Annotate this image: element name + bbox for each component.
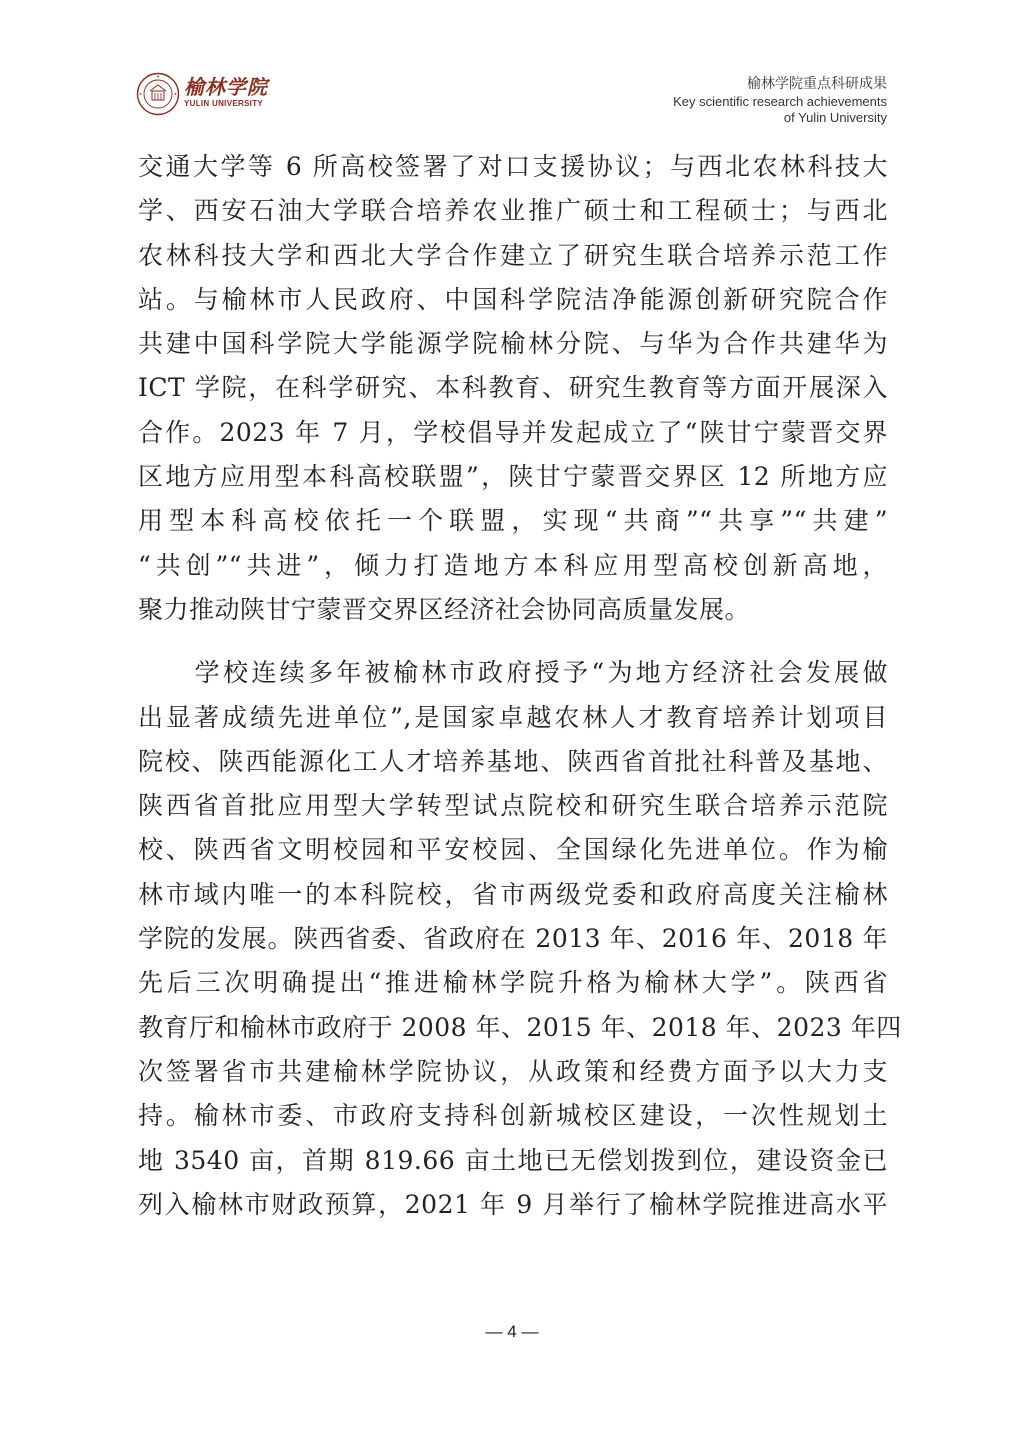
- page-number: — 4 —: [485, 1322, 539, 1341]
- text-line: 用型本科高校依托一个联盟，实现“共商”“共享”“共建”: [138, 506, 888, 536]
- header-title-en-line2: of Yulin University: [783, 110, 887, 125]
- text-line: 列入榆林市财政预算，2021 年 9 月举行了榆林学院推进高水平: [138, 1189, 888, 1219]
- text-line: 出显著成绩先进单位”,是国家卓越农林人才教育培养计划项目: [138, 702, 888, 732]
- text-line: 学院的发展。陕西省委、省政府在 2013 年、2016 年、2018 年: [138, 924, 888, 954]
- text-line: 学校连续多年被榆林市政府授予“为地方经济社会发展做: [138, 658, 888, 688]
- text-line: “共创”“共进”，倾力打造地方本科应用型高校创新高地，: [138, 550, 888, 580]
- text-line: ICT 学院，在科学研究、本科教育、研究生教育等方面开展深入: [138, 373, 888, 403]
- header-title-en-line1: Key scientific research achievements: [673, 94, 887, 109]
- text-line: 教育厅和榆林市政府于 2008 年、2015 年、2018 年、2023 年四: [138, 1012, 902, 1042]
- document-body: [138, 145, 902, 1227]
- header-title-cn: 榆林学院重点科研成果: [747, 76, 887, 92]
- text-line: 地 3540 亩，首期 819.66 亩土地已无偿划拨到位，建设资金已: [138, 1145, 888, 1175]
- text-line: 陕西省首批应用型大学转型试点院校和研究生联合培养示范院: [138, 791, 888, 821]
- logo-name-en: YULIN UNIVERSITY: [184, 99, 264, 108]
- text-line: 学、西安石油大学联合培养农业推广硕士和工程硕士；与西北: [138, 196, 888, 226]
- header-title-block: [673, 75, 887, 126]
- paragraph-gap: [138, 632, 888, 651]
- text-line: 持。榆林市委、市政府支持科创新城校区建设，一次性规划土: [138, 1101, 888, 1131]
- text-line: 区地方应用型本科高校联盟”，陕甘宁蒙晋交界区 12 所地方应: [138, 462, 888, 492]
- text-line: 共建中国科学院大学能源学院榆林分院、与华为合作共建华为: [138, 329, 888, 359]
- text-line: 农林科技大学和西北大学合作建立了研究生联合培养示范工作: [138, 240, 888, 270]
- university-logo: [136, 72, 286, 122]
- text-line: 次签署省市共建榆林学院协议，从政策和经费方面予以大力支: [138, 1056, 888, 1086]
- text-line: 交通大学等 6 所高校签署了对口支援协议；与西北农林科技大: [138, 152, 888, 181]
- text-line: 林市域内唯一的本科院校，省市两级党委和政府高度关注榆林: [138, 879, 888, 909]
- text-line: 院校、陕西能源化工人才培养基地、陕西省首批社科普及基地、: [138, 746, 888, 776]
- text-line: 先后三次明确提出“推进榆林学院升格为榆林大学”。陕西省: [138, 968, 888, 998]
- text-line: 校、陕西省文明校园和平安校园、全国绿化先进单位。作为榆: [138, 835, 888, 865]
- page-header: [0, 0, 1024, 130]
- logo-name-cn: 榆林学院: [184, 75, 268, 99]
- text-line: 聚力推动陕甘宁蒙晋交界区经济社会协同高质量发展。: [138, 594, 751, 624]
- text-line: 站。与榆林市人民政府、中国科学院洁净能源创新研究院合作: [138, 284, 888, 314]
- paragraph: [138, 651, 902, 1227]
- university-seal-icon: [136, 72, 180, 116]
- text-line: 合作。2023 年 7 月，学校倡导并发起成立了“陕甘宁蒙晋交界: [138, 417, 888, 447]
- paragraph: [138, 145, 888, 632]
